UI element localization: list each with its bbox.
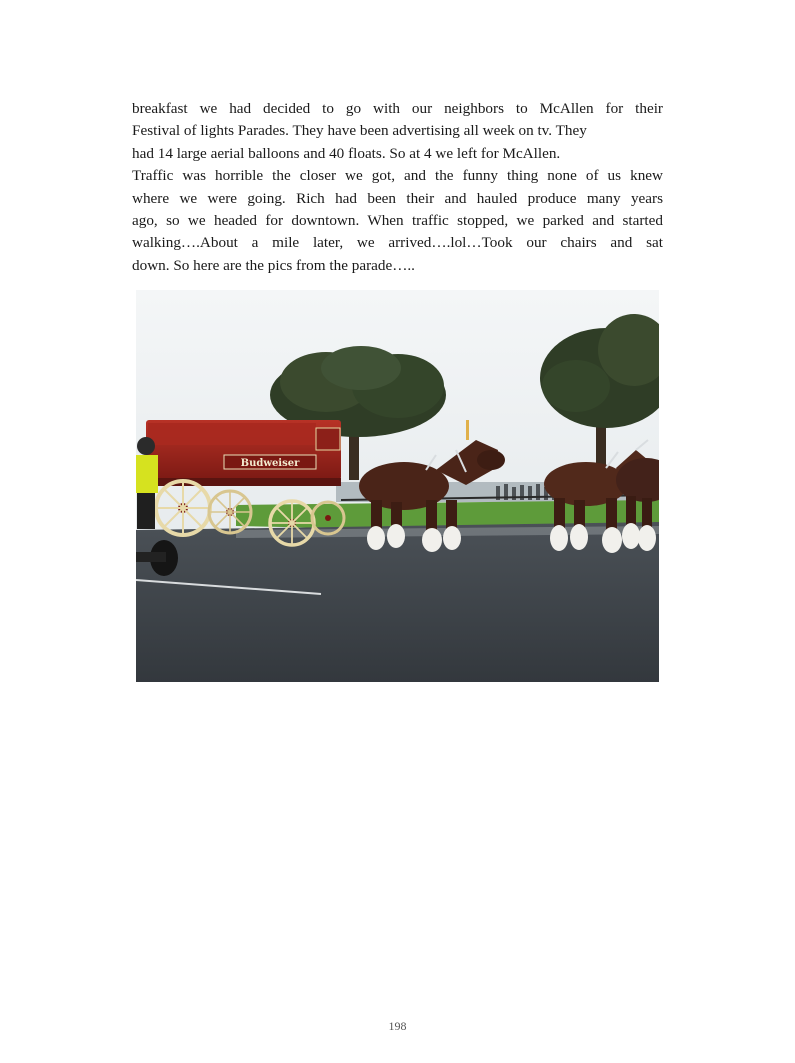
wagon-top-panel <box>148 423 316 445</box>
paragraph-line: ago, so we headed for downtown. When traffic stopped, we parked and started <box>132 212 663 230</box>
paragraph-line: Traffic was horrible the closer we got, and the funny thing none of us knew <box>132 167 663 185</box>
parade-photo <box>136 290 659 682</box>
page-number: 198 <box>388 1019 407 1033</box>
wagon-wheel <box>156 481 210 535</box>
wagon-seat <box>316 428 340 450</box>
parade-photo-illustration <box>136 290 659 682</box>
wagon-wheel <box>270 501 314 545</box>
paragraph-line: where we were going. Rich had been their and hauled produce many years <box>132 189 663 207</box>
paragraph-line: walking….About a mile later, we arrived….lol…Took our chairs and sat <box>132 234 663 252</box>
segway-base <box>136 552 166 562</box>
paragraph-line: breakfast we had decided to go with our neighbors to McAllen for their <box>132 100 663 117</box>
paragraph-line: had 14 large aerial balloons and 40 floats. So at 4 we left for McAllen. <box>132 144 561 162</box>
wagon-wheel <box>209 491 251 533</box>
wagon-lettering: Budweiser <box>240 458 300 469</box>
rider-head <box>137 437 155 455</box>
paragraph-line: Festival of lights Parades. They have been advertising all week on tv. They <box>132 122 587 140</box>
paragraph-line: down. So here are the pics from the parade….. <box>132 256 415 274</box>
rider-legs <box>137 493 155 529</box>
safety-vest <box>136 455 158 493</box>
body-paragraph <box>132 98 663 277</box>
